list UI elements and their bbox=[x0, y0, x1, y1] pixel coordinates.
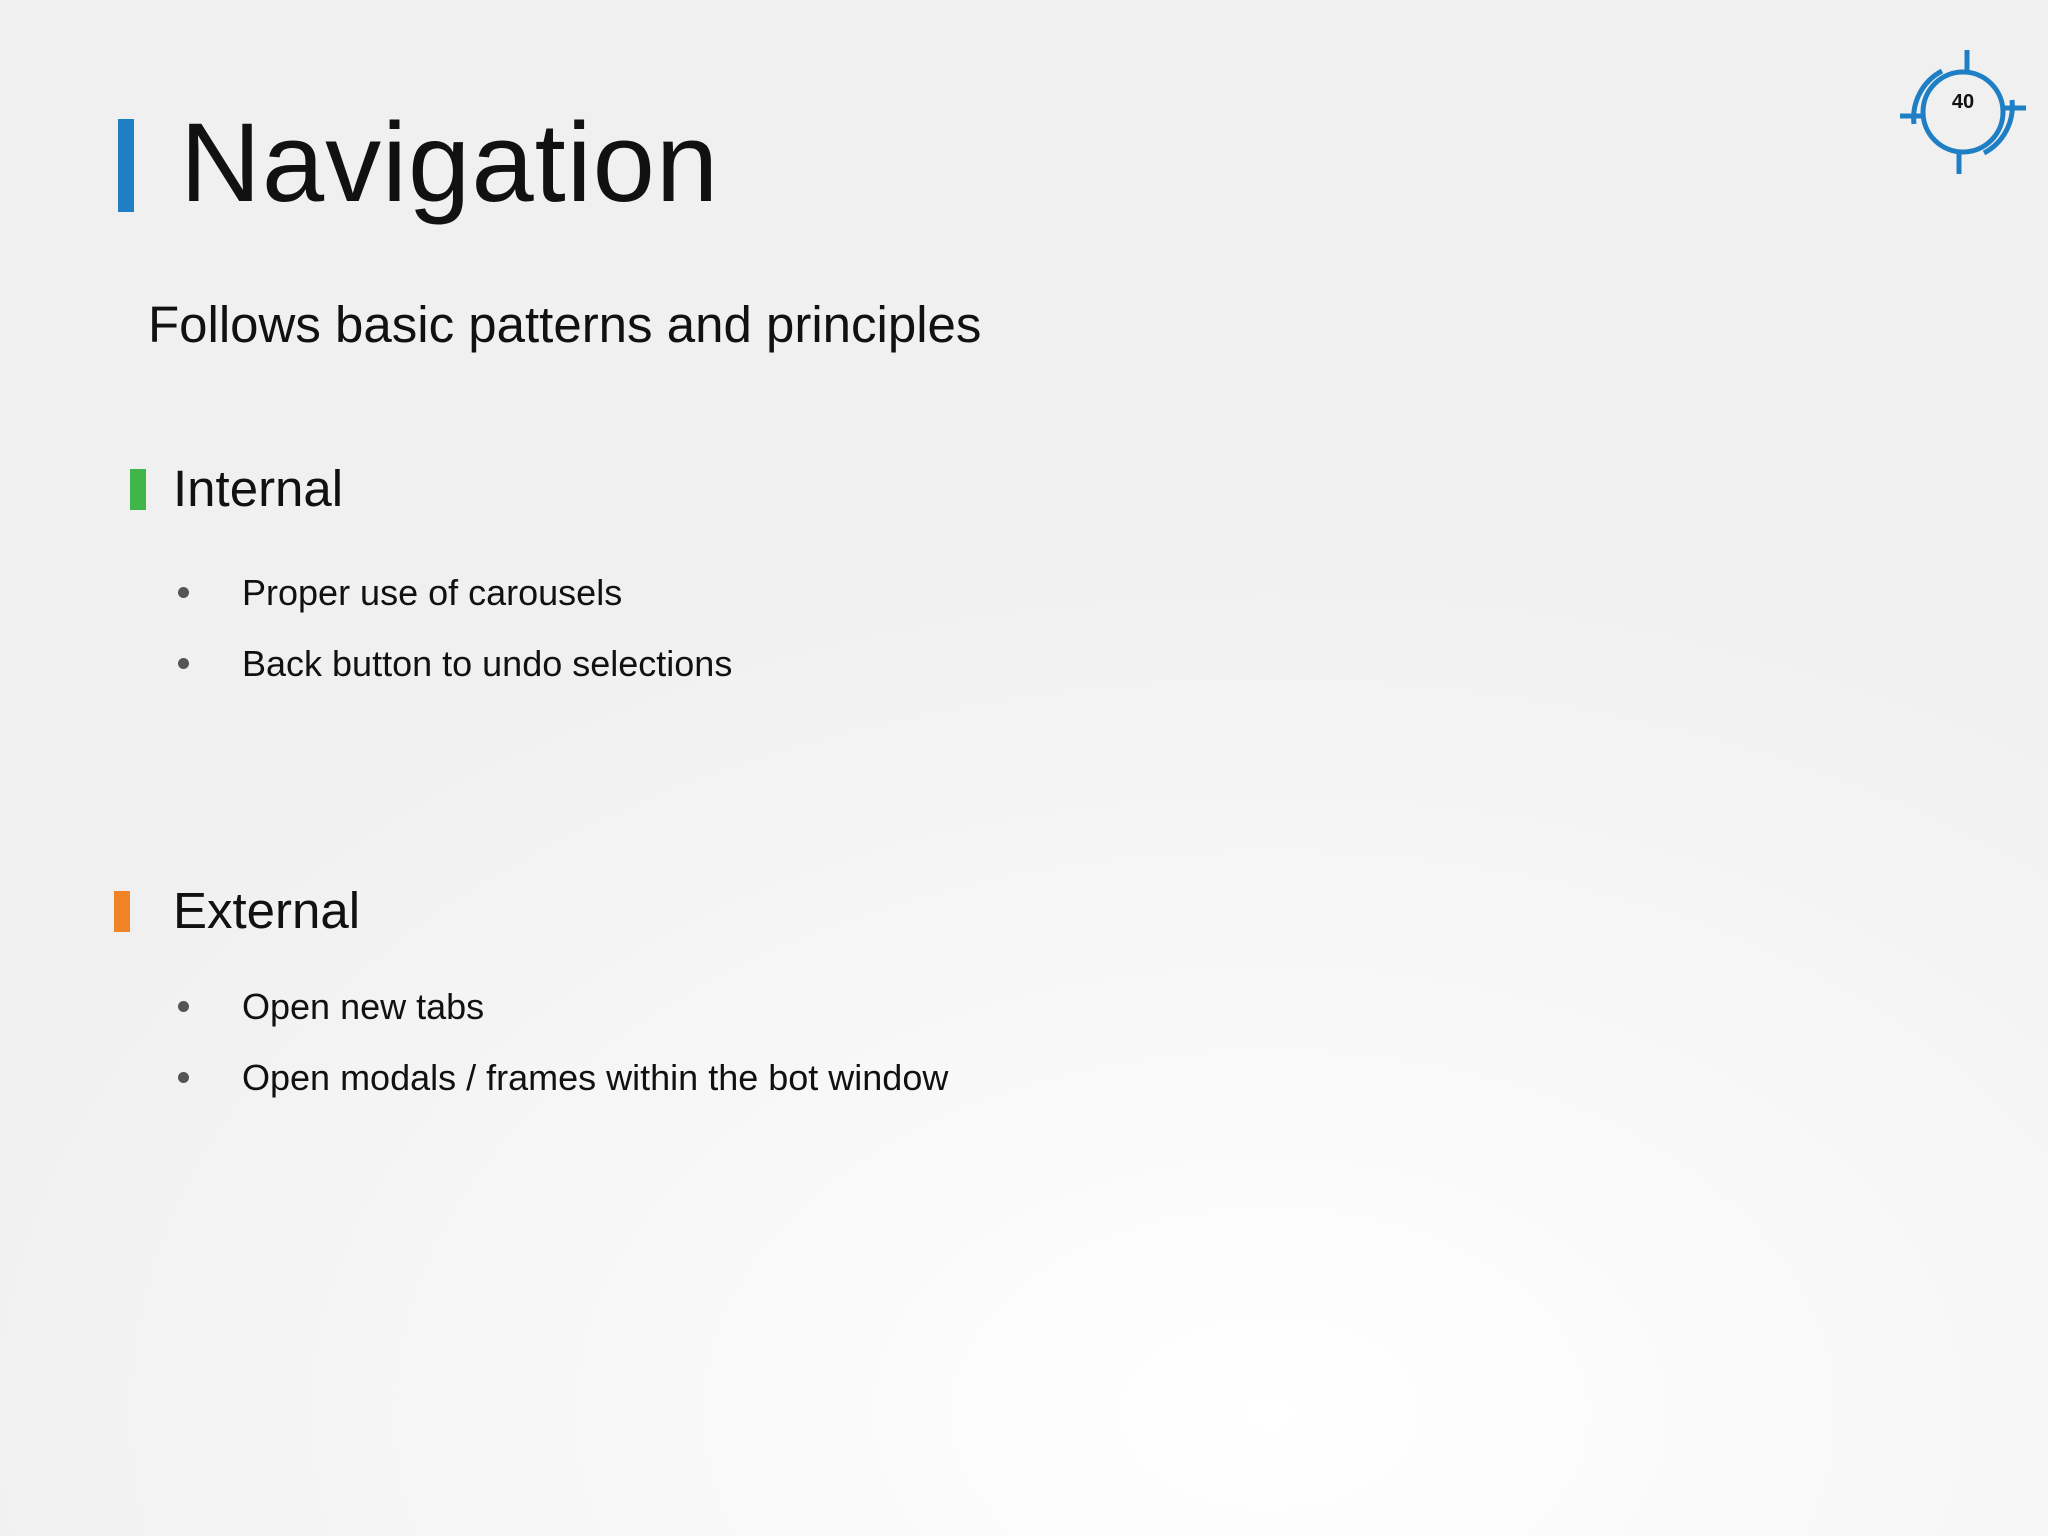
bullet-dot-icon bbox=[178, 587, 189, 598]
bullet-dot-icon bbox=[178, 1001, 189, 1012]
bullet-dot-icon bbox=[178, 658, 189, 669]
title-accent-bar bbox=[118, 119, 134, 212]
external-accent-bar bbox=[114, 891, 130, 932]
bullet-text: Back button to undo selections bbox=[242, 643, 733, 684]
internal-accent-bar bbox=[130, 469, 146, 510]
bullet-text: Open modals / frames within the bot window bbox=[242, 1057, 949, 1098]
bullet-dot-icon bbox=[178, 1072, 189, 1083]
slide-subtitle: Follows basic patterns and principles bbox=[148, 296, 982, 353]
section-title-external: External bbox=[173, 882, 361, 939]
bullet-text: Open new tabs bbox=[242, 986, 485, 1027]
page-number-badge bbox=[1898, 40, 2028, 180]
slide-title: Navigation bbox=[180, 100, 720, 225]
bullet-text: Proper use of carousels bbox=[242, 572, 623, 613]
section-title-internal: Internal bbox=[173, 460, 344, 517]
page-number: 40 bbox=[1951, 91, 1975, 113]
